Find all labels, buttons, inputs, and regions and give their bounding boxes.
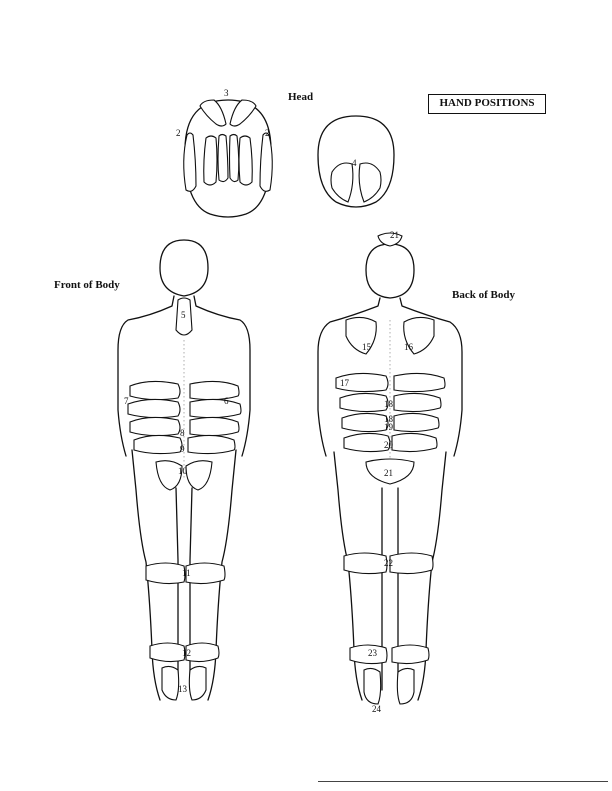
position-number: 11 — [182, 568, 191, 578]
hand-shape-icon — [359, 163, 381, 202]
hand-shape-icon — [130, 381, 180, 399]
hand-shape-icon — [340, 393, 388, 411]
title-box: HAND POSITIONS — [428, 94, 546, 114]
position-number: 2 — [265, 128, 270, 138]
position-number: 21 — [384, 468, 393, 478]
position-number: 22 — [384, 558, 393, 568]
hand-shape-icon — [146, 563, 185, 584]
hand-shape-icon — [394, 373, 445, 391]
hand-shape-icon — [190, 381, 239, 399]
position-number: 4 — [352, 158, 357, 168]
hand-shape-icon — [239, 136, 252, 185]
position-number: 5 — [181, 310, 186, 320]
position-number: 6 — [224, 396, 229, 406]
position-number: 16 — [404, 342, 413, 352]
position-number: 18 — [384, 399, 393, 409]
hand-shape-icon — [128, 399, 180, 417]
back-body-outline — [318, 298, 462, 700]
head-front-view — [176, 88, 272, 217]
hand-shape-icon — [189, 666, 206, 700]
hand-shape-icon — [186, 461, 212, 490]
position-number: 17 — [340, 378, 349, 388]
hand-shape-icon — [392, 645, 429, 664]
hand-shape-icon — [162, 666, 179, 700]
position-number: 20 — [384, 440, 393, 450]
bottom-rule — [318, 781, 608, 782]
position-number: 15 — [362, 342, 371, 352]
hand-shape-icon — [230, 100, 256, 126]
position-number: 8 — [180, 428, 185, 438]
hand-shape-icon — [364, 668, 381, 704]
hand-shape-icon — [188, 435, 235, 453]
back-head-outline — [366, 244, 414, 298]
position-number: 12 — [182, 648, 191, 658]
front-body-figure — [118, 240, 250, 700]
hand-shape-icon — [134, 435, 182, 453]
position-number: 21 — [390, 230, 399, 240]
hand-shape-icon — [394, 413, 439, 431]
position-number: 10 — [178, 466, 187, 476]
back-of-body-label: Back of Body — [452, 289, 515, 301]
hand-shape-icon — [200, 100, 226, 126]
hand-shape-icon — [150, 643, 185, 662]
hand-shape-icon — [204, 136, 217, 185]
position-number: 24 — [372, 704, 381, 714]
hand-shape-icon — [390, 553, 433, 574]
position-number: 13 — [178, 684, 187, 694]
position-number: 18 — [384, 414, 393, 424]
hand-shape-icon — [190, 417, 239, 435]
hand-shape-icon — [397, 668, 414, 704]
hand-shape-icon — [190, 399, 241, 417]
position-number: 23 — [368, 648, 377, 658]
head-label: Head — [288, 91, 314, 103]
hand-shape-icon — [342, 413, 388, 431]
hand-shape-icon — [260, 133, 272, 191]
position-number: 2 — [176, 128, 181, 138]
hand-shape-icon — [394, 393, 441, 411]
back-body-figure — [318, 230, 462, 714]
front-of-body-label: Front of Body — [54, 279, 120, 291]
head-back-view — [318, 116, 394, 207]
position-number: 19 — [384, 422, 393, 432]
hand-shape-icon — [331, 163, 353, 202]
position-number: 9 — [180, 444, 185, 454]
front-head-outline — [160, 240, 208, 296]
hand-shape-icon — [344, 553, 387, 574]
hand-shape-icon — [130, 417, 180, 435]
hand-shape-icon — [218, 135, 228, 182]
position-number: 3 — [224, 88, 229, 98]
hand-shape-icon — [230, 135, 239, 182]
hand-shape-icon — [186, 563, 225, 584]
hand-shape-icon — [184, 133, 196, 191]
position-number: 7 — [124, 396, 129, 406]
hand-shape-icon — [392, 433, 437, 451]
